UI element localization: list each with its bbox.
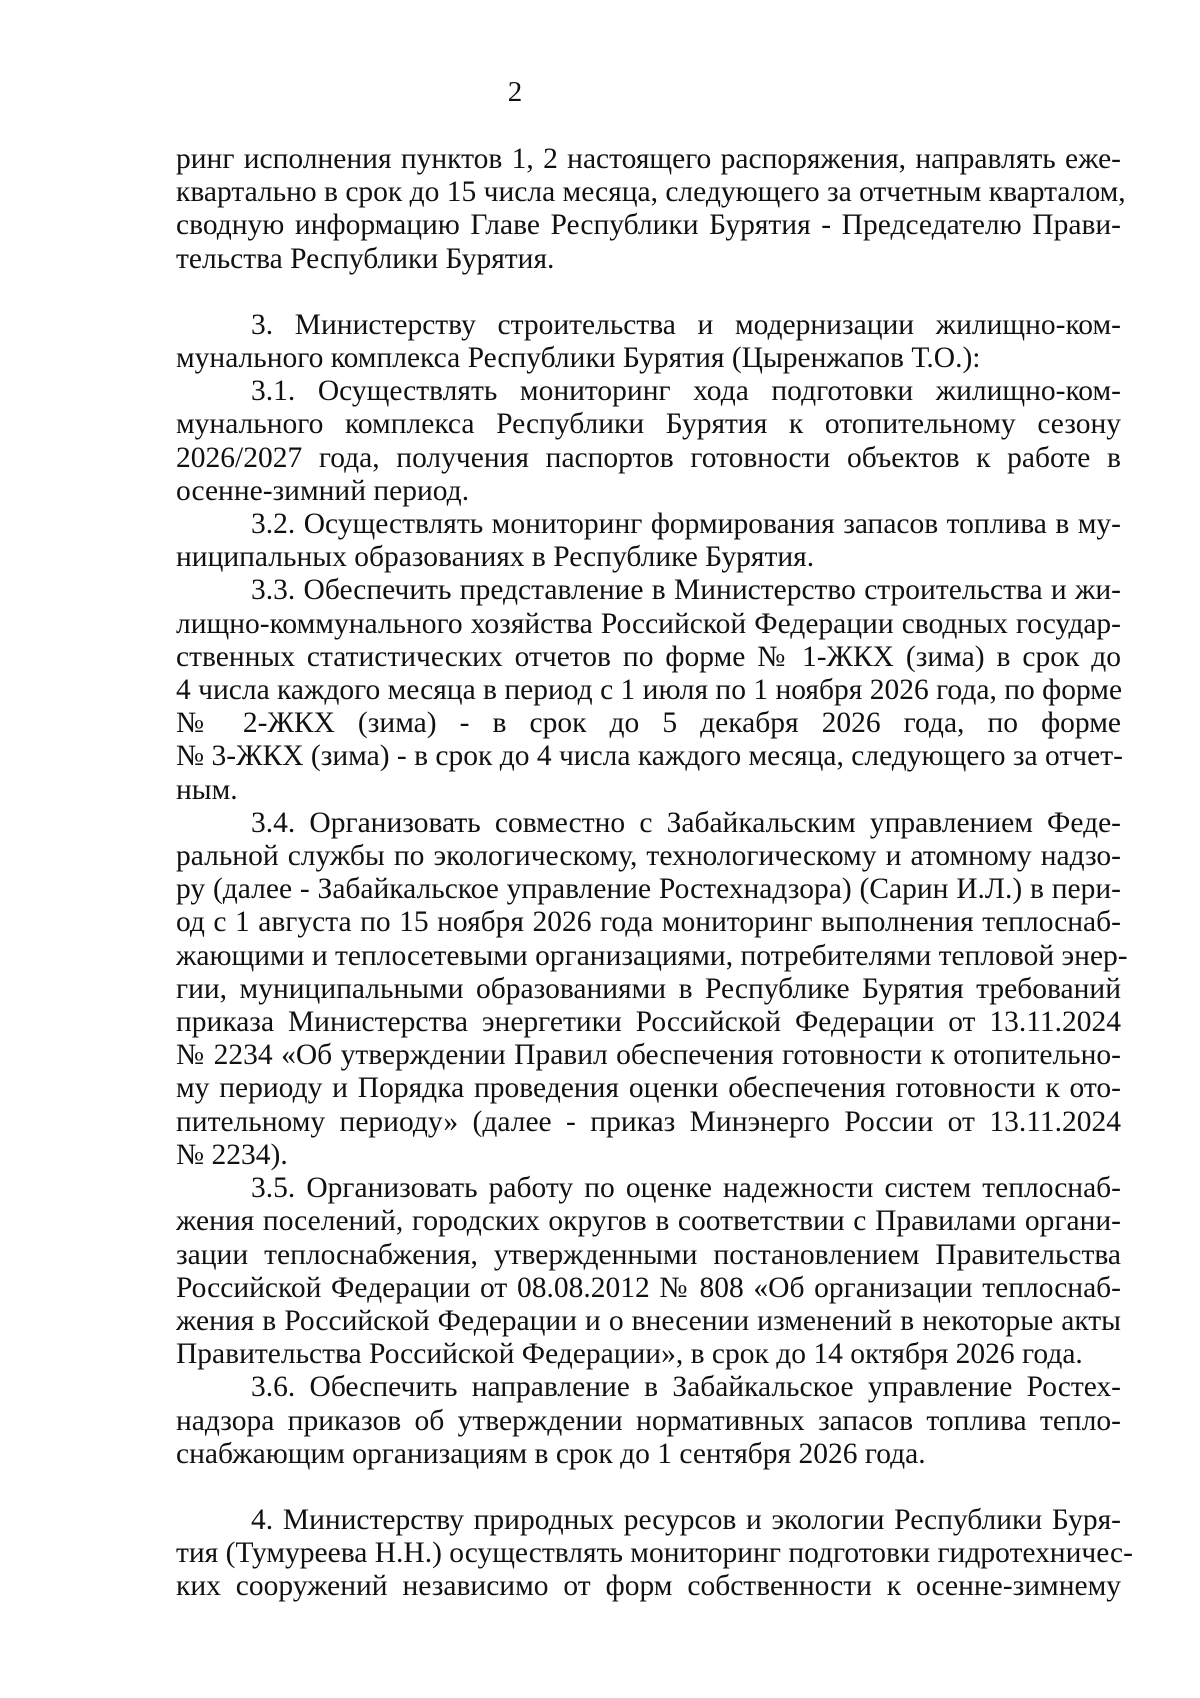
text-line: од с 1 августа по 15 ноября 2026 года мониторинг выполнения теплоснаб- <box>176 906 1121 939</box>
text-line: ру (далее - Забайкальское управление Ростехнадзора) (Сарин И.Л.) в пери- <box>176 873 1121 906</box>
text-line: му периоду и Порядка проведения оценки обеспечения готовности к ото- <box>176 1072 1121 1105</box>
text-line: тельства Республики Бурятия. <box>176 242 555 275</box>
document-body <box>176 143 1133 1604</box>
text-line: Правительства Российской Федерации», в срок до 14 октября 2026 года. <box>176 1338 1083 1371</box>
paragraph <box>176 309 1121 375</box>
text-line: снабжающим организациям в срок до 1 сентября 2026 года. <box>176 1437 926 1470</box>
text-line: 2026/2027 года, получения паспортов готовности объектов к работе в <box>176 441 1121 474</box>
text-line: надзора приказов об утверждении нормативных запасов топлива тепло- <box>176 1404 1121 1437</box>
text-line: ственных статистических отчетов по форме № 1-ЖКХ (зима) в срок до <box>176 640 1121 673</box>
text-line: 3. Министерству строительства и модернизации жилищно-ком- <box>251 308 1121 341</box>
text-line: мунального комплекса Республики Бурятия к отопительному сезону <box>176 408 1121 441</box>
paragraph <box>176 1172 1121 1371</box>
text-line: приказа Министерства энергетики Российской Федерации от 13.11.2024 <box>176 1006 1121 1039</box>
paragraph <box>176 1371 1121 1471</box>
text-line: осенне-зимний период. <box>176 474 470 507</box>
text-line: жения в Российской Федерации и о внесении изменений в некоторые акты <box>176 1304 1121 1337</box>
text-line: 3.6. Обеспечить направление в Забайкальское управление Ростех- <box>251 1371 1121 1404</box>
text-line: ным. <box>176 773 238 806</box>
text-line: 3.5. Организовать работу по оценке надежности систем теплоснаб- <box>251 1172 1121 1205</box>
text-line: ринг исполнения пунктов 1, 2 настоящего распоряжения, направлять еже- <box>176 143 1121 175</box>
paragraph <box>176 1503 1133 1604</box>
text-line: жающими и теплосетевыми организациями, потребителями тепловой энер- <box>176 939 1128 972</box>
text-line: 4 числа каждого месяца в период с 1 июля по 1 ноября 2026 года, по форме <box>176 674 1123 707</box>
paragraph-gap <box>176 276 1121 309</box>
text-line: № 2234 «Об утверждении Правил обеспечения готовности к отопительно- <box>176 1039 1121 1072</box>
text-line: 3.1. Осуществлять мониторинг хода подготовки жилищно-ком- <box>251 375 1121 408</box>
text-line: 3.4. Организовать совместно с Забайкальским управлением Феде- <box>251 806 1121 839</box>
text-line: ральной службы по экологическому, технологическому и атомному надзо- <box>176 840 1121 873</box>
text-line: ниципальных образованиях в Республике Бурятия. <box>176 541 815 574</box>
text-line: тия (Тумуреева Н.Н.) осуществлять мониторинг подготовки гидротехничес- <box>176 1537 1133 1570</box>
paragraph <box>176 574 1121 806</box>
text-line: мунального комплекса Республики Бурятия (Цыренжапов Т.О.): <box>176 342 981 375</box>
text-line: № 2-ЖКХ (зима) - в срок до 5 декабря 2026 года, по форме <box>176 707 1121 740</box>
text-line: сводную информацию Главе Республики Бурятия - Председателю Прави- <box>176 209 1121 242</box>
paragraph <box>176 143 1126 276</box>
text-line: 4. Министерству природных ресурсов и экологии Республики Буря- <box>251 1503 1121 1536</box>
text-line: квартально в срок до 15 числа месяца, следующего за отчетным кварталом, <box>176 176 1126 209</box>
page-number: 2 <box>507 76 523 108</box>
text-line: пительному периоду» (далее - приказ Минэнерго России от 13.11.2024 <box>176 1105 1121 1138</box>
paragraph <box>176 375 1121 508</box>
text-line: ких сооружений независимо от форм собственности к осенне-зимнему <box>176 1570 1121 1603</box>
text-line: № 3-ЖКХ (зима) - в срок до 4 числа каждого месяца, следующего за отчет- <box>176 740 1123 773</box>
paragraph <box>176 806 1128 1172</box>
text-line: 3.3. Обеспечить представление в Министерство строительства и жи- <box>251 574 1121 607</box>
text-line: лищно-коммунального хозяйства Российской Федерации сводных государ- <box>176 607 1121 640</box>
text-line: гии, муниципальными образованиями в Республике Бурятия требований <box>176 972 1121 1005</box>
text-line: 3.2. Осуществлять мониторинг формирования запасов топлива в му- <box>251 508 1121 541</box>
text-line: жения поселений, городских округов в соответствии с Правилами органи- <box>176 1205 1121 1238</box>
text-line: Российской Федерации от 08.08.2012 № 808 «Об организации теплоснаб- <box>176 1271 1121 1304</box>
paragraph-gap <box>176 1471 1121 1504</box>
text-line: № 2234). <box>176 1138 288 1171</box>
paragraph <box>176 508 1121 574</box>
text-line: зации теплоснабжения, утвержденными постановлением Правительства <box>176 1238 1121 1271</box>
